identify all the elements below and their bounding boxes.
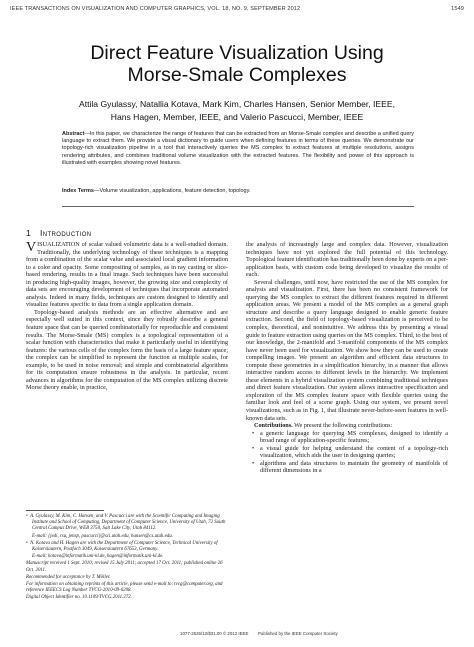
contributions-intro: We present the following contributions: bbox=[292, 422, 393, 430]
bullet: • bbox=[252, 459, 255, 467]
footnote-received: Manuscript received 1 Sept. 2010; revised 15 July 2011; accepted 17 Oct. 2011; published online 26 Oct. 2011. bbox=[26, 561, 223, 573]
footnote-affiliation-2-text: N. Kotava and H. Hagen are with the Department of Computer Science, Technical University of Kaiserslautern, Postfach 3049, Kaiserslautern 67653, Germany. bbox=[30, 540, 218, 553]
footnote-recommended: Recommended for acceptance by T. Möller. bbox=[26, 574, 111, 580]
col2-paragraph-1: the analysis of increasingly large and complex data. However, visualization techniques have not yet explored the full potential of this technology. Topological feature identification has traditionally been done by experts on a per-application basis, with custom code being developed to visualize the results of each. bbox=[246, 241, 448, 279]
footnote-info: For information on obtaining reprints of this article, please send e-mail to: tvcg@computer.org, and reference IEEECS Log Number TVCG-2010-09-0208. bbox=[26, 582, 223, 594]
intro-paragraph-2: Topology-based analysis methods are an effective alternative and are especially well suited in this context, since they robustly describe a general feature space that can be queried combinatorially for reproducible and consistent results. The Morse-Smale (MS) complex is a topological representation of a scalar function with characteristics that make it particularly useful in identifying features: the various cells of the complex form the basis of a large feature space; the complex can be simplified to represent the function at multiple scales, for example, to be used in noise removal; and simple and combinatorial algorithms for its computation ensure robustness in the analysis. In particular, recent advances in algorithms for the computation of the MS complex utilizing discrete Morse theory enable, in practice, bbox=[26, 308, 228, 392]
col2-paragraph-2: Several challenges, until now, have restricted the use of the MS complex for analysis and visualization. First, there has been no consistent framework for querying the MS complex to extract the different features required in different application areas. We present a model of the MS complex as a general graph structure and describe a query language designed to enable generic feature extraction. Second, the field of topology-based visualization is perceived to be complex, theoretical, and nonintuitive. We address this by presenting a visual guide to feature extraction using queries on the MS complex. Third, to the best of our knowledge, the 2-manifold and 3-manifold components of the MS complex have never been used for visualization. We show how they can be used to create compelling images. We present an algorithm and efficient data structures to compute these geometries in a simplification hierarchy, in a manner that allows interactive random access to different levels in the hierarchy. We implement these elements in a hybrid visualization system combining traditional techniques and direct feature visualization. Our system allows interactive specification and exploration of the MS complex feature space with flexible queries using the familiar look and feel of a scene graph. Using our system, we present novel visualizations, such as in Fig. 1, that illustrate never-before-seen features in well-known data sets. bbox=[246, 278, 448, 422]
contributions-paragraph bbox=[246, 422, 448, 430]
section-title: Introduction bbox=[40, 228, 92, 238]
page-number: 1549 bbox=[451, 6, 464, 12]
intro-paragraph-1 bbox=[26, 241, 228, 309]
list-item-text: a visual guide for helping understand the content of a topology-rich visualization, which aids the user in designing queries; bbox=[260, 444, 448, 460]
list-item bbox=[252, 430, 448, 445]
title-line-2: Morse-Smale Complexes bbox=[127, 64, 347, 86]
footnote-divider bbox=[26, 510, 104, 511]
title-line-1: Direct Feature Visualization Using bbox=[90, 42, 384, 64]
contributions-label: Contributions. bbox=[254, 422, 293, 430]
authors-line-2: Hans Hagen, Member, IEEE, and Valerio Pascucci, Member, IEEE bbox=[110, 112, 364, 122]
author-list bbox=[0, 98, 474, 124]
footnote-doi: Digital Object Identifier no. 10.1109/TVCG.2011.272. bbox=[26, 595, 132, 601]
journal-header: IEEE TRANSACTIONS ON VISUALIZATION AND COMPUTER GRAPHICS, VOL. 18, NO. 9, SEPTEMBER 2012 bbox=[10, 6, 301, 12]
footnote-email-1: E-mail: {jedi, rsu, jensp, pascucci}@sci.utah.edu, hansen@cs.utah.edu. bbox=[32, 533, 173, 539]
abstract-label: Abstract bbox=[62, 131, 85, 137]
footnote-affiliation-1: • A. Gyulassy, M. Kim, C. Hansen, and V. Pascucci are with the Scientific Computing and Imaging Institute and School of Computing, Department of Computer Science, University of Utah, 72 South Central Campus Drive, WEB 3750, Salt Lake City, Utah 84112. bbox=[26, 514, 226, 532]
index-terms-label: Index Terms bbox=[62, 188, 94, 194]
list-item-text: algorithms and data structures to maintain the geometry of manifolds of different dimensions in a bbox=[260, 459, 448, 475]
section-heading bbox=[26, 228, 92, 238]
index-terms-text: —Volume visualization, applications, feature detection, topology. bbox=[94, 188, 251, 194]
right-column bbox=[246, 241, 448, 475]
section-number: 1 bbox=[26, 228, 32, 238]
publisher-notice: Published by the IEEE Computer Society bbox=[258, 631, 338, 636]
running-header bbox=[10, 6, 464, 16]
footnote-affiliation-2: • N. Kotava and H. Hagen are with the Department of Computer Science, Technical University of Kaiserslautern, Postfach 3049, Kaiserslautern 67653, Germany. bbox=[26, 540, 218, 553]
bullet: • bbox=[252, 444, 255, 452]
abstract-text: —In this paper, we characterize the range of features that can be extracted from an Morse-Smale complex and describe a unified query language to extract them. We provide a visual dictionary to guide users when defining features in terms of these queries. We demonstrate our topology-rich visualization pipeline in a tool that interactively queries the MS complex to extract features at multiple resolutions, assigns rendering attributes, and combines traditional volume visualization with the extracted features. The flexibility and power of this approach is illustrated with examples showing novel features. bbox=[62, 131, 414, 166]
left-column bbox=[26, 241, 228, 392]
intro-paragraph-1-text: ISUALIZATION of scalar valued volumetric data is a well-studied domain. Traditionally, the underlying technology of these techniques is a mapping from a combination of the scalar value and associated local gradient information to a color and opacity. Some compositing of samples, as in ray casting or slice-based rendering, results in a final image. Such techniques have been successful in producing high-quality images, however, the growing size and complexity of data sets are encouraging development of techniques that incorporate automated analysis. Indeed in many fields, techniques are custom designed to identify and visualize features specific to data from a single application domain. bbox=[26, 241, 228, 309]
drop-cap: V bbox=[26, 240, 37, 255]
paper-title bbox=[0, 42, 474, 86]
index-terms bbox=[62, 188, 414, 195]
list-item bbox=[252, 445, 448, 460]
footnote-email-2: E-mail: kotava@informatik.uni-kl.de, hagen@informatik.uni-kl.de. bbox=[32, 554, 164, 560]
issn-notice: 1077-2626/12/$31.00 © 2012 IEEE bbox=[180, 631, 249, 636]
list-item-text: a generic language for querying MS complexes, designed to identify a broad range of application-specific features; bbox=[260, 429, 448, 445]
bullet: • bbox=[252, 429, 255, 437]
list-item bbox=[252, 460, 448, 475]
abstract-divider bbox=[62, 206, 414, 207]
footnotes bbox=[26, 514, 228, 603]
abstract bbox=[62, 131, 414, 167]
authors-line-1: Attila Gyulassy, Natallia Kotava, Mark Kim, Charles Hansen, Senior Member, IEEE, bbox=[78, 99, 396, 109]
footnote-affiliation-1-text: A. Gyulassy, M. Kim, C. Hansen, and V. Pascucci are with the Scientific Computing and Imaging Institute and School of Computing, Department of Computer Science, University of Utah, 72 South Central Campus Drive, WEB 3750, Salt Lake City, Utah 84112. bbox=[30, 514, 226, 532]
